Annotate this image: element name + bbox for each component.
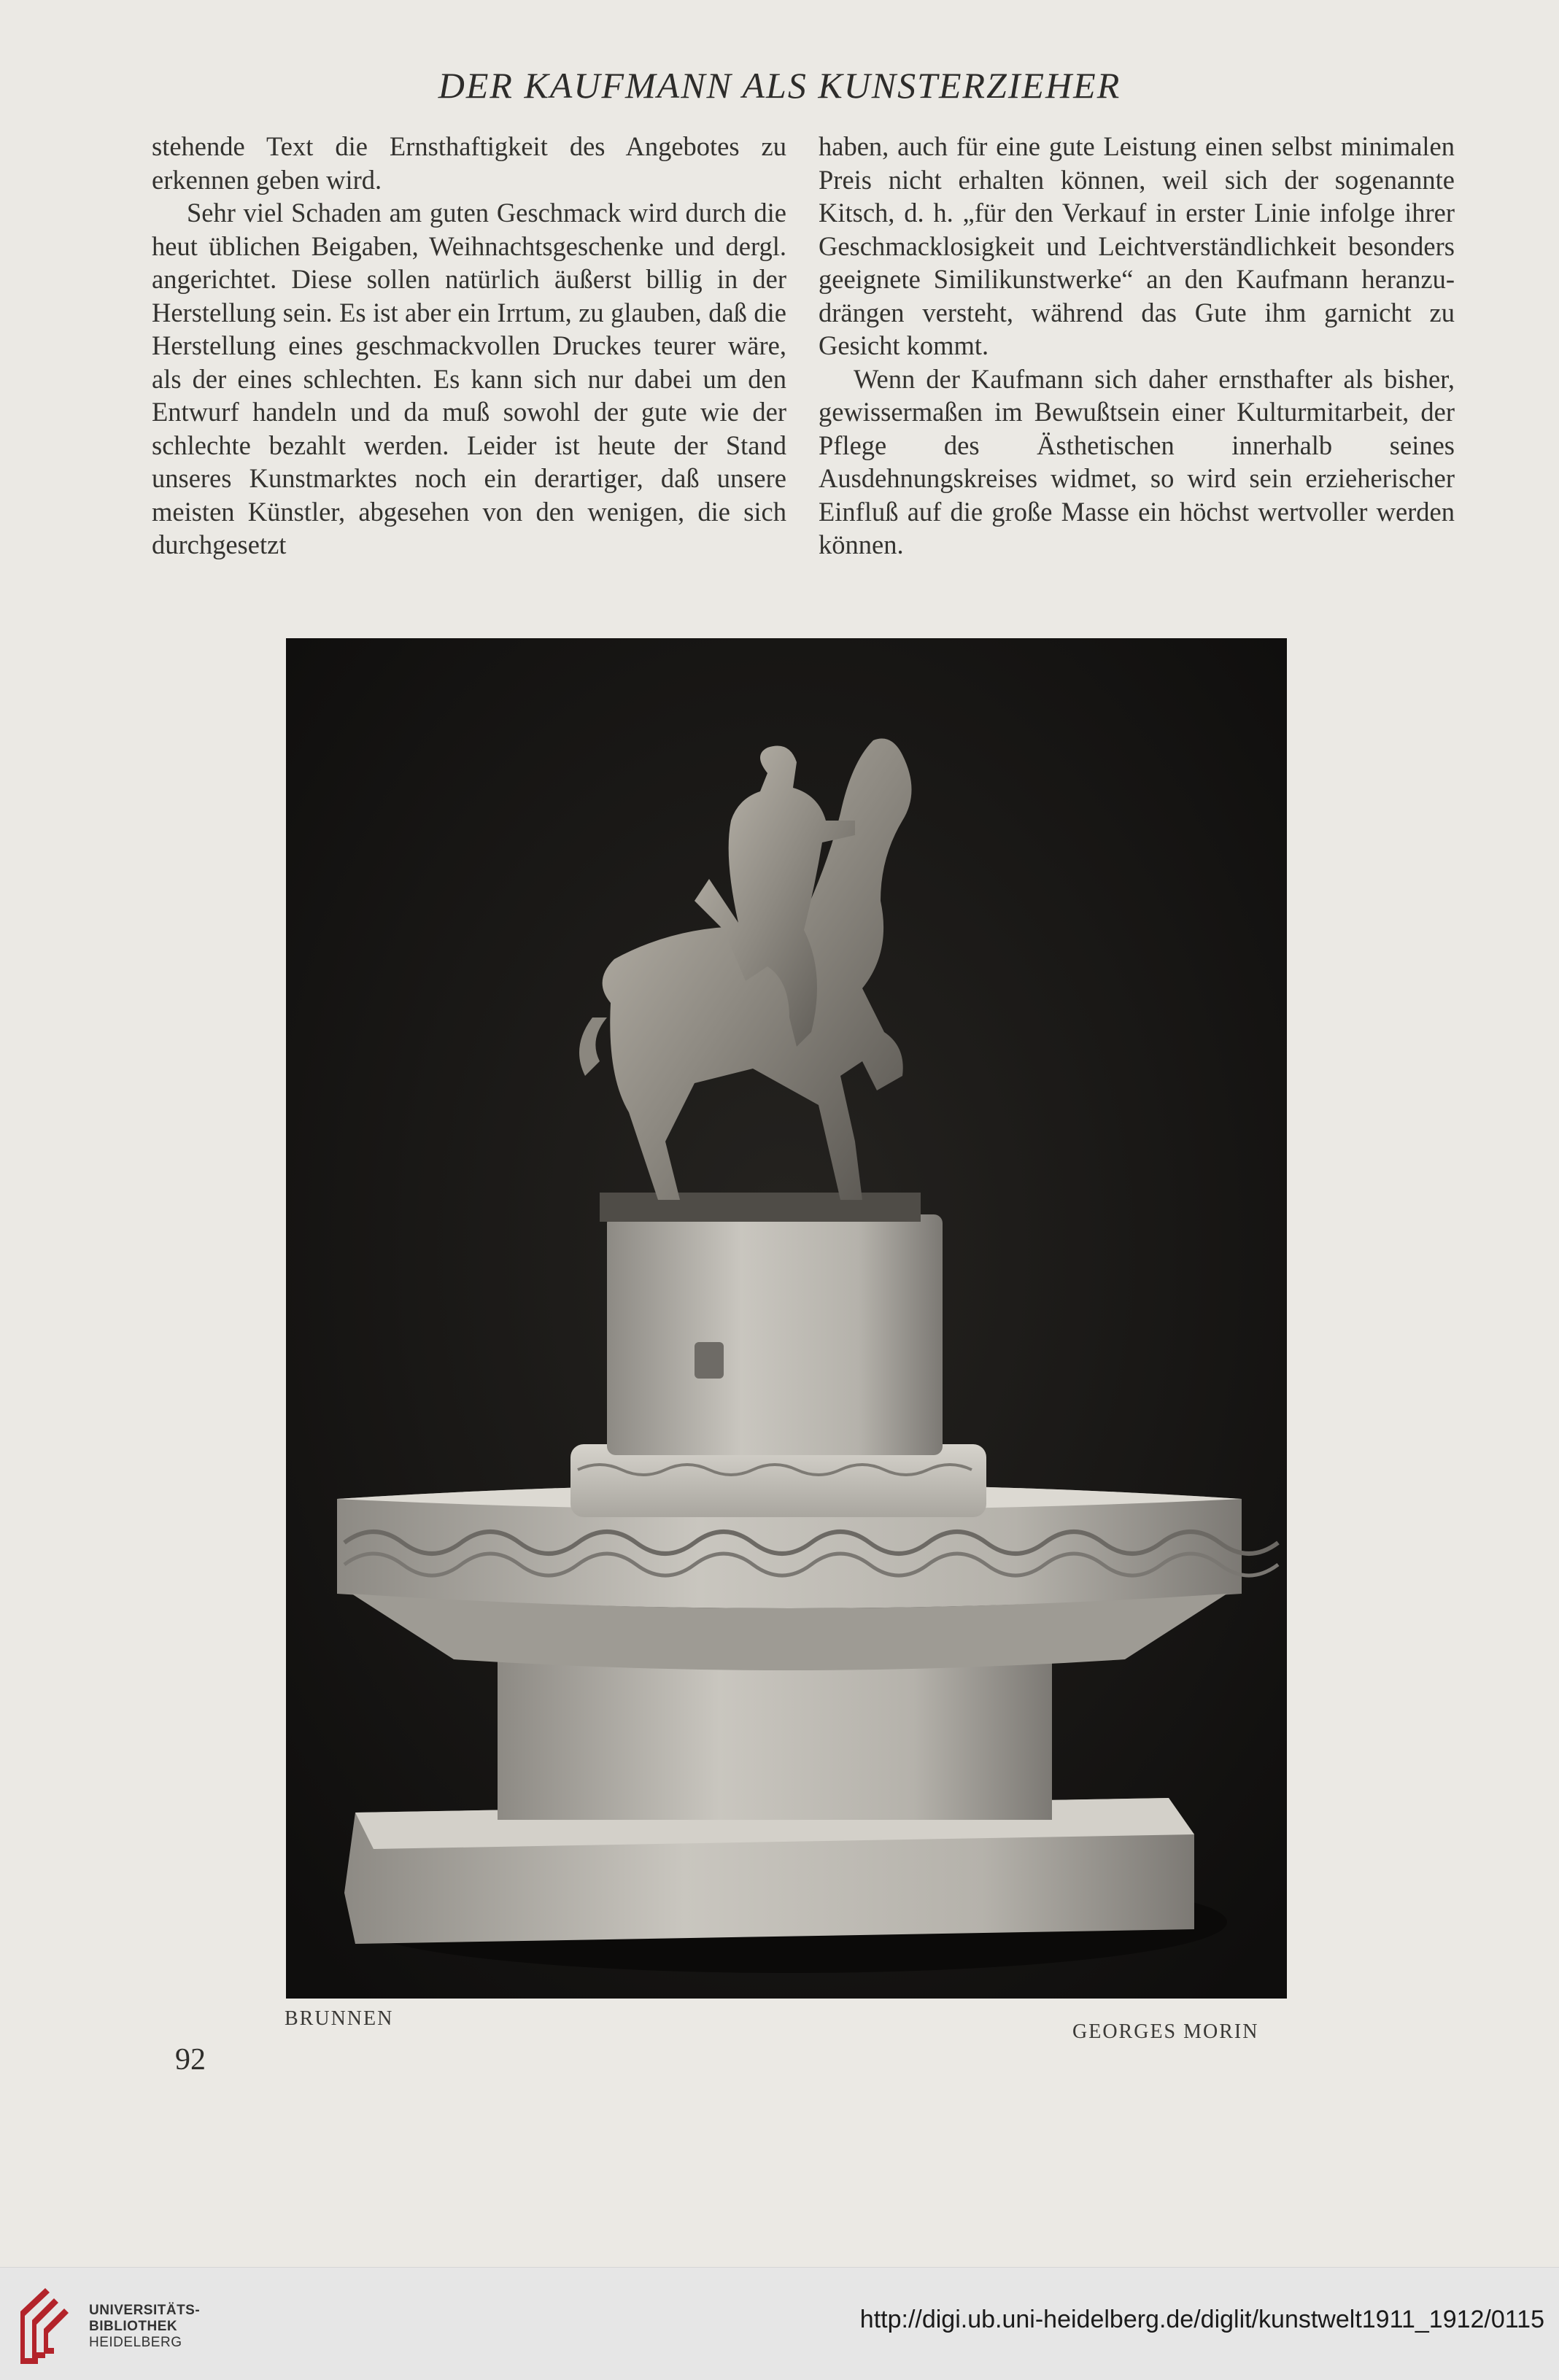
page-number: 92 bbox=[175, 2043, 206, 2077]
paragraph: haben, auch für eine gute Leistung einen selbst minimalen Preis nicht erhalten können, weil sich der sogenannte Kitsch, d. h. „für den Verkauf in erster Linie infolge ihrer Geschmacklosigkeit und Leichtverständlichkeit besonders geeignete Similikunstwerke“ an den Kaufmann heranzudrängen versteht, während das Gute ihm garnicht zu Gesicht kommt. bbox=[819, 131, 1455, 360]
viewer-footer bbox=[0, 2267, 1559, 2380]
permalink-url[interactable]: http://digi.ub.uni-heidelberg.de/diglit/kunstwelt1911_1912/0115 bbox=[859, 2306, 1544, 2333]
paragraph: Wenn der Kaufmann sich daher ernsthafter als bisher, gewissermaßen im Bewußtsein einer Kulturmitarbeit, der Pflege des Ästhetischen innerhalb seines Ausdehnungskreises widmet, so wird sein erzieherischer Einfluß auf die große Masse ein höchst wertvoller werden können. bbox=[819, 363, 1455, 559]
library-line: HEIDELBERG bbox=[89, 2335, 182, 2350]
library-name bbox=[89, 2303, 200, 2351]
library-line: BIBLIOTHEK bbox=[89, 2319, 178, 2334]
fountain-photograph bbox=[286, 638, 1287, 1999]
university-library-logo-icon[interactable] bbox=[16, 2282, 79, 2368]
paragraph: Sehr viel Schaden am guten Geschmack wird durch die heut üblichen Beigaben, Weihnachtsgeschenke und dergl. angerichtet. Diese sollen natürlich äußerst billig in der Herstellung sein. Es ist aber ein Irrtum, zu glauben, daß die Herstellung eines geschmackvollen Druckes teurer wäre, als der eines schlechten. Es kann sich nur dabei um den Entwurf handeln und da muß sowohl der gute wie der schlechte bezahlt werden. Leider ist heute der Stand unseres Kunstmarktes noch ein derartiger, daß unsere meisten Künstler, abgesehen von den wenigen, die sich durchgesetzt bbox=[152, 198, 786, 559]
left-text-column bbox=[152, 130, 786, 562]
figure-caption-title: BRUNNEN bbox=[285, 2007, 394, 2030]
right-text-column bbox=[819, 130, 1455, 562]
library-line: UNIVERSITÄTS- bbox=[89, 2303, 201, 2318]
running-title: DER KAUFMANN ALS KUNSTERZIEHER bbox=[438, 65, 1121, 106]
figure-caption-artist: GEORGES MORIN bbox=[1072, 2020, 1259, 2043]
paragraph: stehende Text die Ernsthaftigkeit des Angebotes zu erkennen geben wird. bbox=[152, 131, 786, 195]
fountain-sculpture-image bbox=[286, 638, 1287, 1999]
